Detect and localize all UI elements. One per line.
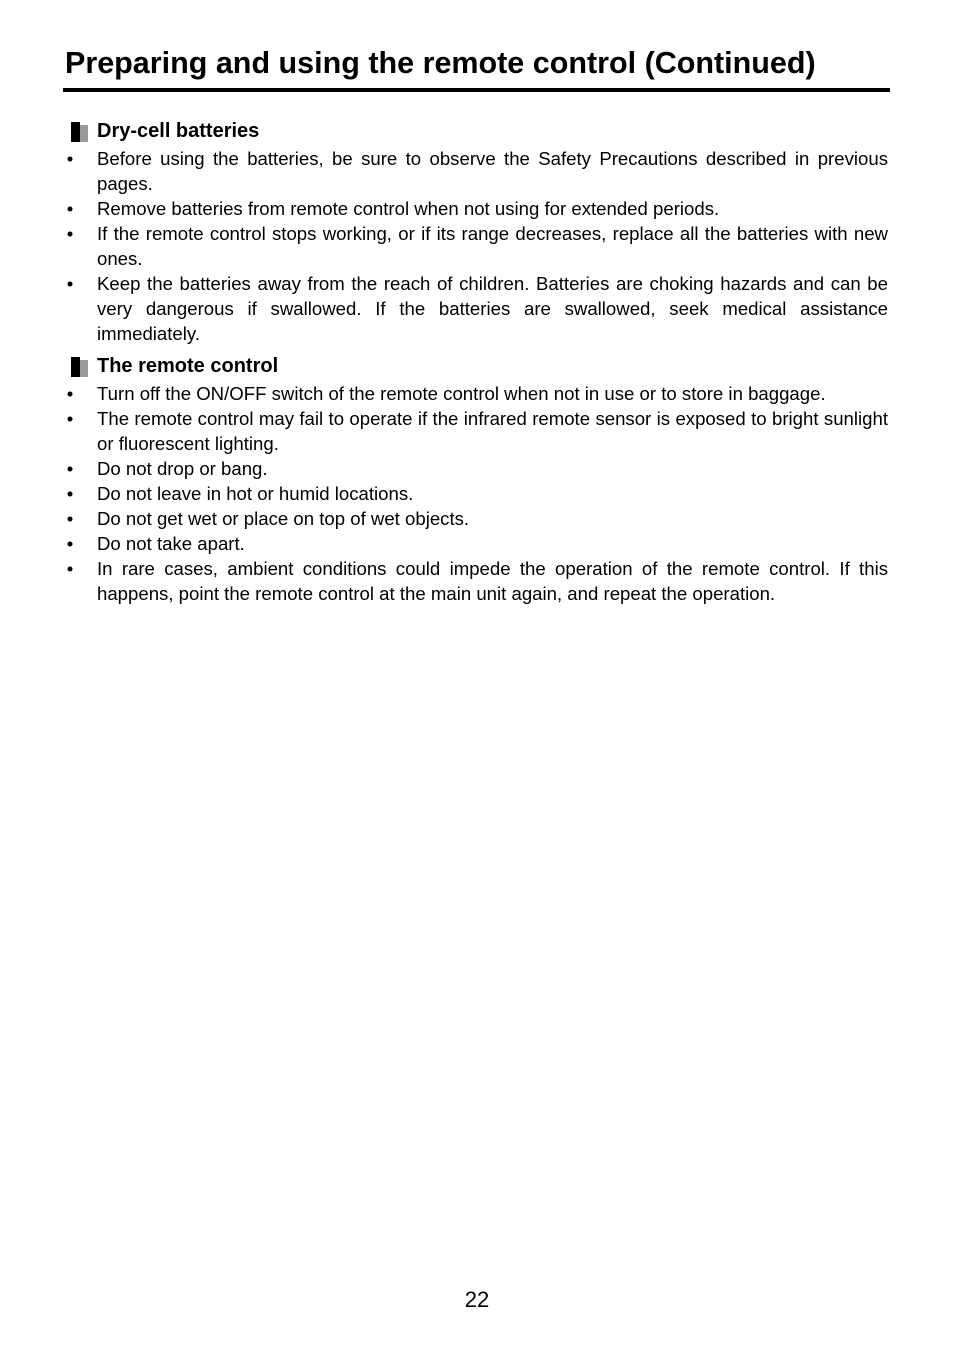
page-title: Preparing and using the remote control (Continued) [65,46,816,80]
page-number: 22 [464,1287,490,1312]
section-remote-control [64,354,888,606]
bullet-icon: • [66,198,74,219]
bullet-icon: • [66,223,74,244]
bullet-icon: • [66,148,74,169]
bullet-icon: • [66,383,74,404]
list-item [64,146,888,196]
bullet-icon: • [66,558,74,579]
bullet-list [64,146,888,346]
bullet-icon: • [66,273,74,294]
bullet-icon: • [66,483,74,504]
list-item-text: Keep the batteries away from the reach of children. Batteries are choking hazards and can be very dangerous if swallowed. If the batteries are swallowed, seek medical assistance immediately. [97,273,888,344]
list-item-text: Do not take apart. [97,533,245,554]
list-item-text: Remove batteries from remote control when not using for extended periods. [97,198,720,219]
list-item-text: Do not get wet or place on top of wet objects. [97,508,470,529]
section-marker-icon [71,122,89,142]
list-item [64,381,888,406]
section-marker-icon [71,357,89,377]
section-heading-text: Dry-cell batteries [97,120,260,142]
list-item-text: If the remote control stops working, or if its range decreases, replace all the batteries with new ones. [97,223,888,269]
list-item [64,556,888,606]
bullet-icon: • [66,533,74,554]
bullet-list [64,381,888,606]
list-item [64,481,888,506]
list-item [64,221,888,271]
list-item [64,531,888,556]
list-item [64,456,888,481]
list-item-text: Turn off the ON/OFF switch of the remote control when not in use or to store in baggage. [97,383,826,404]
list-item [64,506,888,531]
list-item-text: Do not leave in hot or humid locations. [97,483,414,504]
section-heading-text: The remote control [97,355,279,377]
list-item-text: Before using the batteries, be sure to observe the Safety Precautions described in previous pages. [97,148,888,194]
list-item-text: The remote control may fail to operate if the infrared remote sensor is exposed to bright sunlight or fluorescent lighting. [97,408,888,454]
title-underline [63,88,890,92]
section-heading [64,354,888,379]
section-heading [64,119,888,144]
bullet-icon: • [66,508,74,529]
list-item [64,406,888,456]
list-item-text: Do not drop or bang. [97,458,268,479]
list-item [64,271,888,346]
list-item [64,196,888,221]
list-item-text: In rare cases, ambient conditions could impede the operation of the remote control. If this happens, point the remote control at the main unit again, and repeat the operation. [97,558,888,604]
section-dry-cell-batteries [64,119,888,346]
bullet-icon: • [66,408,74,429]
bullet-icon: • [66,458,74,479]
